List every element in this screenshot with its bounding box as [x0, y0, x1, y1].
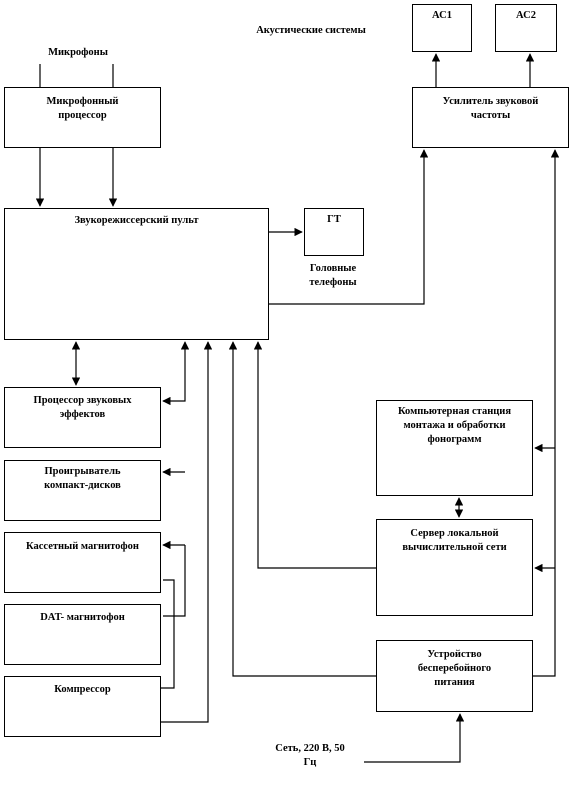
- ups-to-console: [233, 342, 376, 676]
- mains-to-ups: [364, 714, 460, 762]
- cd-player-block: Проигрыватель компакт-дисков: [4, 460, 161, 521]
- dat-block: DAT- магнитофон: [4, 604, 161, 665]
- compressor-block: Компрессор: [4, 676, 161, 737]
- ac2-block: АС2: [495, 4, 557, 52]
- microphones-label: Микрофоны: [48, 47, 108, 58]
- speakers-title: Акустические системы: [256, 25, 366, 36]
- cassette-block: Кассетный магнитофон: [4, 532, 161, 593]
- console-to-amp: [269, 150, 424, 304]
- ac1-block: АС1: [412, 4, 472, 52]
- headphones-block: ГТ: [304, 208, 364, 256]
- ups-block: Устройство бесперебойного питания: [376, 640, 533, 712]
- mains-label: Сеть, 220 В, 50 Гц: [275, 743, 345, 769]
- console-block: Звукорежиссерский пульт: [4, 208, 269, 340]
- headphones-caption: Головные телефоны: [309, 263, 357, 289]
- amplifier-block: Усилитель звуковой частоты: [412, 87, 569, 148]
- lan-server-block: Сервер локальной вычислительной сети: [376, 519, 533, 616]
- effects-processor-block: Процессор звуковых эффектов: [4, 387, 161, 448]
- mic-processor-block: Микрофонный процессор: [4, 87, 161, 148]
- workstation-block: Компьютерная станция монтажа и обработки фонограмм: [376, 400, 533, 496]
- ups-to-amp: [533, 150, 555, 676]
- compressor-loop-1: [161, 580, 174, 688]
- console-bus-1: [163, 342, 185, 401]
- server-to-console: [258, 342, 376, 568]
